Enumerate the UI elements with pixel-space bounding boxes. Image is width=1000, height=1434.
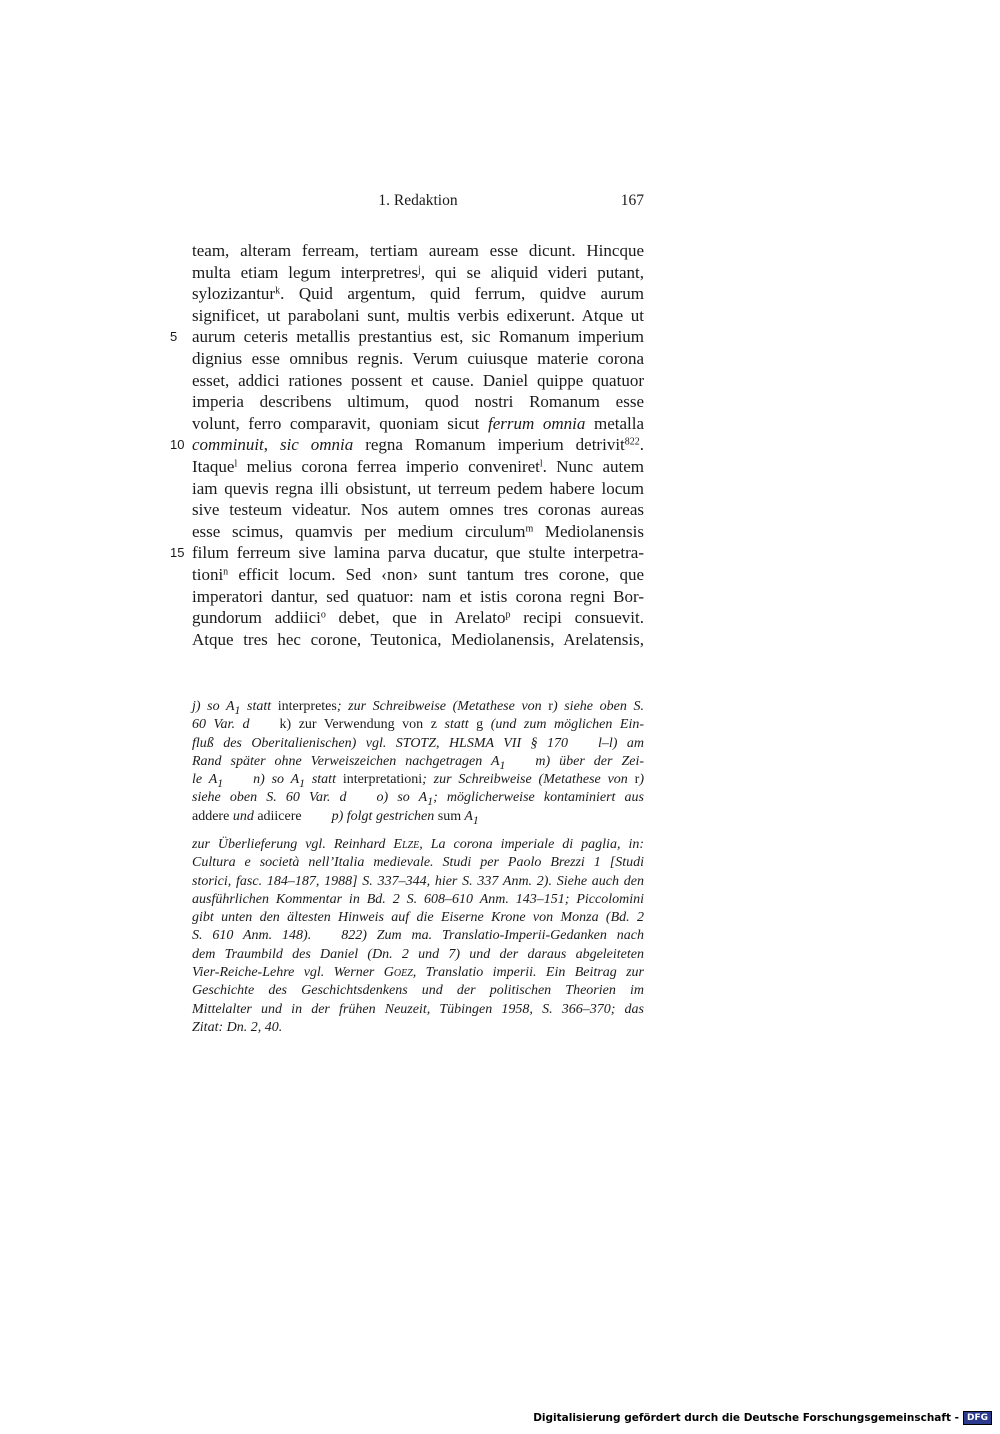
text-line: esse scimus, quamvis per medium circulum$^m$ Mediolanensis (192, 521, 645, 541)
commentary-line: storici, fasc. 184–187, 1988] S. 337–344, hier S. 337 Anm. 2). Siehe auch den (192, 873, 644, 889)
main-text (170, 240, 645, 650)
critical-apparatus (192, 698, 644, 826)
text-line: team, alteram ferream, tertiam auream esse dicunt. Hincque (192, 241, 644, 260)
commentary-line: ausführlichen Kommentar in Bd. 2 S. 608–610 Anm. 143–151; Piccolomini (192, 891, 644, 907)
running-title: 1. Redaktion (378, 192, 458, 209)
text-line: comminuit, sic omnia regna Romanum imperium detrivit$^{822}$. (192, 435, 645, 455)
line-number-15: 15 (170, 545, 185, 560)
apparatus-line: 60 Var. d k) zur Verwendung von z statt g (und zum möglichen Ein- (192, 717, 644, 733)
text-line: sive testeum videatur. Nos autem omnes tres coronas aureas (192, 500, 644, 520)
apparatus-line: Rand später ohne Verweiszeichen nachgetragen $A_1$ m) über der Zei- (192, 753, 644, 772)
commentary-line: Mittelalter und in der frühen Neuzeit, Tübingen 1958, S. 366–370; das (192, 1001, 644, 1017)
footnote-ref-822: 822 (624, 436, 640, 448)
commentary-line: Geschichte des Geschichtsdenkens und der politischen Theorien im (192, 983, 644, 999)
text-line: imperia describens ultimum, quod nostri Romanum esse (192, 392, 644, 412)
line-number-5: 5 (170, 329, 178, 344)
dfg-credit (533, 1410, 992, 1426)
text-line: dignius esse omnibus regnis. Verum cuiusque materie corona (192, 348, 644, 368)
text-line: Itaque$^l$ melius corona ferrea imperio conveniret$^l$. Nunc autem (192, 456, 644, 476)
text-line: esset, addici rationes possent et cause. Daniel quippe quatuor (192, 370, 644, 390)
text-line: multa etiam legum interpretres$^j$, qui se aliquid videri putant, (192, 262, 645, 282)
text-line: volunt, ferro comparavit, quoniam sicut ferrum omnia metalla (192, 413, 644, 433)
dfg-logo: DFG (963, 1411, 992, 1425)
apparatus-line: fluß des Oberitalienischen) vgl. STOTZ, HLSMA VII § 170 l–l) am (192, 735, 644, 751)
text-line: tioni$^n$ efficit locum. Sed ‹non› sunt tantum tres corone, que (192, 564, 644, 584)
line-number-10: 10 (170, 437, 185, 452)
apparatus-line: j) so $A_1$ statt interpretes; zur Schreibweise (Metathese von r) siehe oben S. (192, 699, 644, 717)
commentary-line: zur Überlieferung vgl. Reinhard Elze, La corona imperiale di paglia, in: (192, 837, 644, 852)
commentary-line: S. 610 Anm. 148). 822) Zum ma. Translatio-Imperii-Gedanken nach (192, 928, 644, 944)
commentary-notes (192, 836, 644, 1037)
commentary-line: Cultura e società nell’Italia medievale. Studi per Paolo Brezzi 1 [Studi (192, 855, 644, 871)
footnote-822: 822) Zum ma. Translatio-Imperii-Gedanken nach (341, 928, 644, 944)
text-line: significet, ut parabolani sunt, multis verbis edixerunt. Atque ut (192, 305, 644, 325)
commentary-line: dem Traumbild des Daniel (Dn. 2 und 7) und der daraus abgeleiteten (192, 946, 644, 962)
text-line: sylozizantur$^k$. Quid argentum, quid ferrum, quidve aurum (192, 284, 644, 304)
text-line: imperatori dantur, sed quatuor: nam et istis corona regni Bor- (192, 586, 644, 606)
dfg-credit-text: Digitalisierung gefördert durch die Deutsche Forschungsgemeinschaft - (533, 1412, 959, 1424)
commentary-line: Zitat: Dn. 2, 40. (192, 1019, 283, 1035)
text-line: aurum ceteris metallis prestantius est, sic Romanum imperium (192, 327, 644, 347)
commentary-line: gibt unten den ältesten Hinweis auf die Eiserne Krone von Monza (Bd. 2 (192, 910, 644, 926)
text-line: filum ferreum sive lamina parva ducatur, que stulte interpetra- (192, 543, 644, 563)
running-head (192, 192, 644, 216)
apparatus-line: siehe oben S. 60 Var. d o) so $A_1$; möglicherweise kontaminiert aus (192, 790, 644, 809)
page-number: 167 (620, 192, 644, 209)
apparatus-line: le $A_1$ n) so $A_1$ statt interpretationi; zur Schreibweise (Metathese von r) (192, 772, 644, 790)
apparatus-line: addere und adiicere p) folgt gestrichen sum $A_1$ (192, 808, 479, 827)
text-line: iam quevis regna illi obsistunt, ut terreum pedem habere locum (192, 478, 644, 498)
commentary-line: Vier-Reiche-Lehre vgl. Werner Goez, Translatio imperii. Ein Beitrag zur (192, 965, 644, 981)
text-line: gundorum addiici$^o$ debet, que in Arelato$^p$ recipi consuevit. (192, 608, 644, 628)
text-line: Atque tres hec corone, Teutonica, Mediolanensis, Arelatensis, (192, 629, 644, 649)
